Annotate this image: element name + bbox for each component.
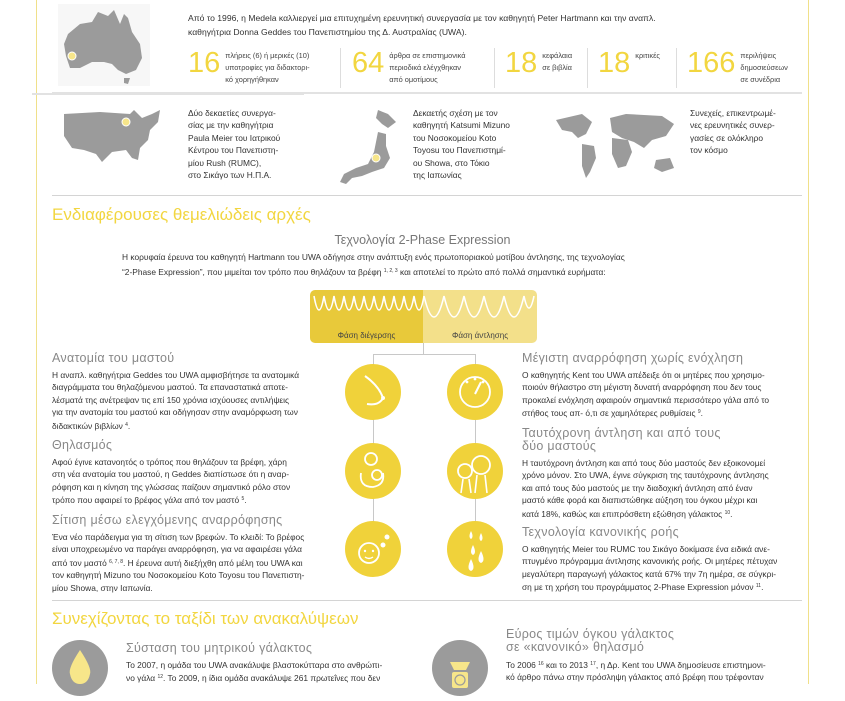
baby-feeding-icon <box>345 521 401 577</box>
scale-icon <box>432 640 488 696</box>
stat-label: άρθρα σε επιστημονικά περιοδικά ελέγχθηκαν από ομοτίμους <box>389 51 466 84</box>
stat-label: περιλήψεις δημοσιεύσεων σε συνέδρια <box>740 51 788 84</box>
stat-label: κριτικές <box>635 51 660 60</box>
stat-abstracts <box>687 49 788 89</box>
stat-label: πλήρεις (6) ή μερικές (10) υποτροφίες για διδακτορι- κό χορηγήθηκαν <box>225 51 310 84</box>
section-title: Εύρος τιμών όγκου γάλακτος σε «κανονικό» θηλασμό <box>506 627 675 654</box>
expression-phase-label: Φάση άντλησης <box>451 331 509 340</box>
section-body: Η ταυτόχρονη άντληση και από τους δύο μαστούς δεν εξοικονομεί χρόνο μόνον. Στο UWA, έγινε σύγκριση της ταυτόχρονης άντλησης και από τους δύο μαστούς με την διαδοχική άντληση από έναν μαστό κάθε φορά και διαπιστώθηκε αύξηση του όγκου μέχρι και κατά 18%, καθώς και επιπρόσθετη εξώθηση γάλακτος $^{10}$. <box>522 458 769 519</box>
stat-number: 16 <box>188 47 221 79</box>
usa-map-icon <box>60 104 164 168</box>
section-title: Ανατομία του μαστού <box>52 351 175 365</box>
stat-scholarships <box>188 49 310 89</box>
section-divider <box>52 600 802 601</box>
usa-map <box>60 104 164 173</box>
stat-articles <box>352 49 466 89</box>
section-max-comfort-vacuum <box>522 352 802 420</box>
section-divider <box>52 195 802 196</box>
section-divider <box>52 92 802 94</box>
intro-text <box>188 11 798 39</box>
japan-partner-text: Δεκαετής σχέση με τον καθηγητή Katsumi Mizuno του Νοσοκομείου Koto Toyosu του Πανεπιστημί- ου Showa, στο Τόκιο της Ιαπωνίας <box>413 108 510 181</box>
section-title: Σύσταση του μητρικού γάλακτος <box>126 641 313 655</box>
section-body: Το 2006 $^{16}$ και το 2013 $^{17}$, η Δρ. Kent του UWA δημοσίευσε επιστημονι- κό άρθρο πάνω στην πρόσληψη γάλακτος από βρέφη που τρέφονταν <box>506 660 766 683</box>
stimulation-phase-label: Φάση διέγερσης <box>337 331 396 340</box>
stat-label: κεφάλαια σε βιβλία <box>542 51 573 72</box>
world-map <box>552 108 682 193</box>
tech-title: Τεχνολογία 2-Phase Expression <box>334 233 511 247</box>
milk-drops-icon <box>447 521 503 577</box>
section-milk-volume <box>506 628 796 684</box>
section-breastfeeding <box>52 439 342 507</box>
breast-anatomy-icon <box>345 364 401 420</box>
divider <box>494 48 495 88</box>
breastfeeding-icon <box>345 443 401 499</box>
section-body: Ο καθηγητής Meier του RUMC του Σικάγο δοκίμασε ένα ειδικά ανε- πτυγμένο πρόγραμμα άντλησης κανονικής ροής. Οι μητέρες πέτυχαν μεγαλύτερη παραγωγή γάλακτος κατά 67% την 7η ημέρα, σε σύγκρι- ση με τη χρήση του προγράμματος 2-Phase Expression μόνον $^{11}$. <box>522 544 778 593</box>
tech-intro <box>122 251 762 279</box>
double-pumping-icon <box>447 443 503 499</box>
section-body: Ο καθηγητής Kent του UWA απέδειξε ότι οι μητέρες που χρησιμο- ποιούν θήλαστρο στη μέγιστη δυνατή αναρρόφηση που δεν τους προκαλεί ενόχληση αφαιρούν σημαντικά περισσότερο γάλα από το στήθος τους απ- ό,τι σε χαμηλότερες ρυθμίσεις $^9$. <box>522 370 770 419</box>
milk-drop-icon <box>52 640 108 696</box>
tech-intro-line-1: Η κορυφαία έρευνα του καθηγητή Hartmann του UWA οδήγησε στην ανάπτυξη ενός πρωτοποριακού μοτίβου άντλησης, της τεχνολογίας <box>122 252 625 262</box>
stat-number: 166 <box>687 47 736 79</box>
section-breast-anatomy <box>52 352 342 432</box>
section-body: Ένα νέο παράδειγμα για τη σίτιση των βρεφών. Το κλειδί: Το βρέφος είναι υποχρεωμένο να παράγει αναρρόφηση, για να αφαιρέσει γάλα από τον μαστό $^{6, 7, 8}$. Η έρευνα αυτή διεξήχθη από μέλη του UWA και τον καθηγητή Mizuno του Νοσοκομείου Koto Toyosu του Πανεπιστη- μίου Showa, στην Ιαπωνία. <box>52 532 305 593</box>
usa-partner-text: Δύο δεκαετίες συνεργα- σίας με την καθηγήτρια Paula Meier του Ιατρικού Κέντρου του Πανεπιστη- μίου Rush (RUMC), στο Σικάγο των Η.Π.Α. <box>188 108 281 181</box>
section-body: Το 2007, η ομάδα του UWA ανακάλυψε βλαστοκύτταρα στο ανθρώπι- νο γάλα $^{12}$. Το 2009, η ίδια ομάδα ανακάλυψε 261 πρωτεΐνες που δεν <box>126 660 383 684</box>
right-border <box>808 0 809 684</box>
section-title: Θηλασμός <box>52 438 113 452</box>
stat-number: 64 <box>352 47 385 79</box>
stat-chapters <box>505 49 572 89</box>
world-partner-text: Συνεχείς, επικεντρωμέ- νες ερευνητικές συνερ- γασίες σε ολόκληρο τον κόσμο <box>690 108 776 156</box>
section-body: Αφού έγινε κατανοητός ο τρόπος που θηλάζουν τα βρέφη, χάρη στη νέα ανατομία του μαστού, η Geddes διαπίστωσε ότι η αναρ- ρόφηση και η κίνηση της γλώσσας παίζουν σημαντικό ρόλο στον τρόπο που αφαιρεί το βρέφος γάλα από τον μαστό $^5$. <box>52 457 291 506</box>
intro-line-2: καθηγήτρια Donna Geddes του Πανεπιστημίου της Δ. Αυστραλίας (UWA). <box>188 27 467 37</box>
japan-map <box>332 106 402 195</box>
section-title: Μέγιστη αναρρόφηση χωρίς ενόχληση <box>522 351 744 365</box>
tech-intro-line-2: “2-Phase Expression”, που μιμείται τον τρόπο που θηλάζουν τα βρέφη $^{1, 2, 3}$ και αποτελεί το πρώτο από πολλά σημαντικά ευρήματα: <box>122 266 606 277</box>
world-map-icon <box>552 108 682 188</box>
divider <box>340 48 341 88</box>
stat-reviews <box>598 49 660 89</box>
japan-map-icon <box>332 106 402 190</box>
stat-number: 18 <box>505 47 538 79</box>
divider <box>676 48 677 88</box>
connector-line <box>373 354 476 355</box>
divider <box>587 48 588 88</box>
section-double-pumping <box>522 427 802 520</box>
section-controlled-vacuum-feeding <box>52 514 344 594</box>
section-title: Ταυτόχρονη άντληση και από τους δύο μαστούς <box>522 426 721 453</box>
section-title: Σίτιση μέσω ελεγχόμενης αναρρόφησης <box>52 513 283 527</box>
journey-heading: Συνεχίζοντας το ταξίδι των ανακαλύψεων <box>52 609 359 628</box>
section-milk-composition <box>126 642 416 685</box>
australia-map <box>58 4 150 86</box>
left-border <box>36 0 37 684</box>
phase-diagram <box>310 290 537 343</box>
vacuum-gauge-icon <box>447 364 503 420</box>
principles-heading: Ενδιαφέρουσες θεμελιώδεις αρχές <box>52 205 311 224</box>
section-body: Η αναπλ. καθηγήτρια Geddes του UWA αμφισβήτησε τα ανατομικά διαγράμματα του θηλαζόμενου μαστού. Τα επαναστατικά αποτε- λέσματά της ανέτρεψαν τις επί 150 χρόνια ισχύουσες αντιλήψεις για την ανατομία του μαστού και οδήγησαν στην αναμόρφωση των διδακτικών βιβλίων $^4$. <box>52 370 300 431</box>
australia-map-icon <box>58 4 150 86</box>
section-normal-flow <box>522 526 802 594</box>
section-title: Τεχνολογία κανονικής ροής <box>522 525 679 539</box>
stat-number: 18 <box>598 47 631 79</box>
intro-line-1: Από το 1996, η Medela καλλιεργεί μια επιτυχημένη ερευνητική συνεργασία με τον καθηγητή Peter Hartmann και την αναπλ. <box>188 13 656 23</box>
